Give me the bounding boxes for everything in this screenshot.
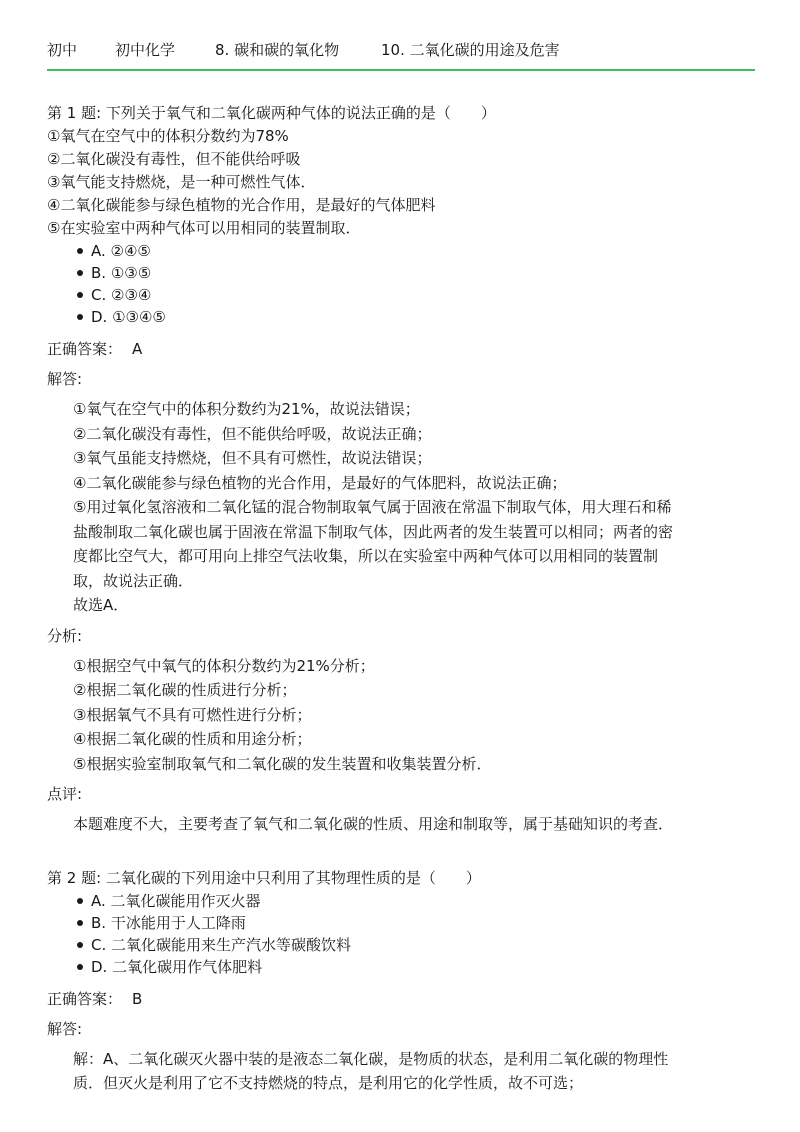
question-stem [47,102,755,240]
solution-line: 故选A． [73,596,129,614]
analysis-line: ⑤根据实验室制取氧气和二氧化碳的发生装置和收集装置分析． [73,754,492,773]
option-a[interactable]: A. ②④⑤ [77,240,755,262]
analysis-line: ②根据二氧化碳的性质进行分析； [73,681,297,699]
statement: ①氧气在空气中的体积分数约为78% [47,127,289,145]
correct-answer [47,987,755,1011]
comment-label: 点评: [47,785,83,803]
breadcrumb-item-chapter[interactable]: 8. 碳和碳的氧化物 [215,41,340,59]
statement: ③氧气能支持燃烧，是一种可燃性气体． [47,173,316,191]
option-c[interactable]: C. 二氧化碳能用来生产汽水等碳酸饮料 [77,934,755,956]
option-d[interactable]: D. 二氧化碳用作气体肥料 [77,956,755,978]
answer-value: B [132,989,143,1008]
option-b[interactable]: B. 干冰能用于人工降雨 [77,912,755,934]
analysis-line: ③根据氧气不具有可燃性进行分析； [73,705,312,724]
solution-line: 取，故说法正确． [73,571,194,590]
comment-line: 本题难度不大，主要考查了氧气和二氧化碳的性质、用途和制取等，属于基础知识的考查． [73,815,674,833]
breadcrumb-item-subject[interactable]: 初中化学 [115,41,176,59]
question-title: 第 2 题: 二氧化碳的下列用途中只利用了其物理性质的是（ ） [47,868,481,887]
statement: ⑤在实验室中两种气体可以用相同的装置制取． [47,219,361,237]
solution-line: 度都比空气大，都可用向上排空气法收集，所以在实验室中两种气体可以用相同的装置制 [73,547,659,565]
option-list [47,890,755,978]
analysis-line: ④根据二氧化碳的性质和用途分析； [73,730,312,748]
option-b[interactable]: B. ①③⑤ [77,262,755,284]
solution-line: ②二氧化碳没有毒性，但不能供给呼吸，故说法正确； [73,424,432,443]
solution-line: ③氧气虽能支持燃烧，但不具有可燃性，故说法错误； [73,449,432,467]
comment-text [47,812,755,837]
analysis-label: 分析: [47,626,83,645]
statement: ②二氧化碳没有毒性，但不能供给呼吸 [47,150,301,168]
question-list [47,102,755,1096]
option-list [47,240,755,328]
statement: ④二氧化碳能参与绿色植物的光合作用，是最好的气体肥料 [47,196,436,214]
solution-line: 质．但灭火是利用了它不支持燃烧的特点，是利用它的化学性质，故不可选； [73,1074,584,1092]
question-1 [47,102,755,837]
breadcrumb [47,38,755,62]
solution-line: ④二氧化碳能参与绿色植物的光合作用，是最好的气体肥料，故说法正确； [73,473,567,492]
question-2 [47,867,755,1096]
answer-label: 正确答案： [47,340,123,358]
solution-line: ⑤用过氧化氢溶液和二氧化锰的混合物制取氧气属于固液在常温下制取气体，用大理石和稀 [73,498,672,516]
option-c[interactable]: C. ②③④ [77,284,755,306]
option-d[interactable]: D. ①③④⑤ [77,306,755,328]
analysis-line: ①根据空气中氧气的体积分数约为21%分析； [73,656,375,675]
breadcrumb-item-topic[interactable]: 10. 二氧化碳的用途及危害 [381,41,560,59]
solution-label: 解答: [47,1019,83,1038]
answer-label: 正确答案： [47,989,123,1008]
option-a[interactable]: A. 二氧化碳能用作灭火器 [77,890,755,912]
solution-line: ①氧气在空气中的体积分数约为21%，故说法错误； [73,400,420,418]
solution-text [47,1047,755,1096]
solution-label: 解答: [47,370,83,388]
breadcrumb-item-level[interactable]: 初中 [47,41,78,59]
analysis-text [47,654,755,777]
question-title: 第 1 题: 下列关于氧气和二氧化碳两种气体的说法正确的是（ ） [47,104,496,122]
solution-text [47,397,755,618]
solution-line: 解：A、二氧化碳灭火器中装的是液态二氧化碳，是物质的状态，是利用二氧化碳的物理性 [73,1049,669,1068]
header-divider [47,69,755,71]
correct-answer [47,337,755,361]
answer-value: A [132,340,143,358]
solution-line: 盐酸制取二氧化碳也属于固液在常温下制取气体，因此两者的发生装置可以相同；两者的密 [73,522,674,541]
